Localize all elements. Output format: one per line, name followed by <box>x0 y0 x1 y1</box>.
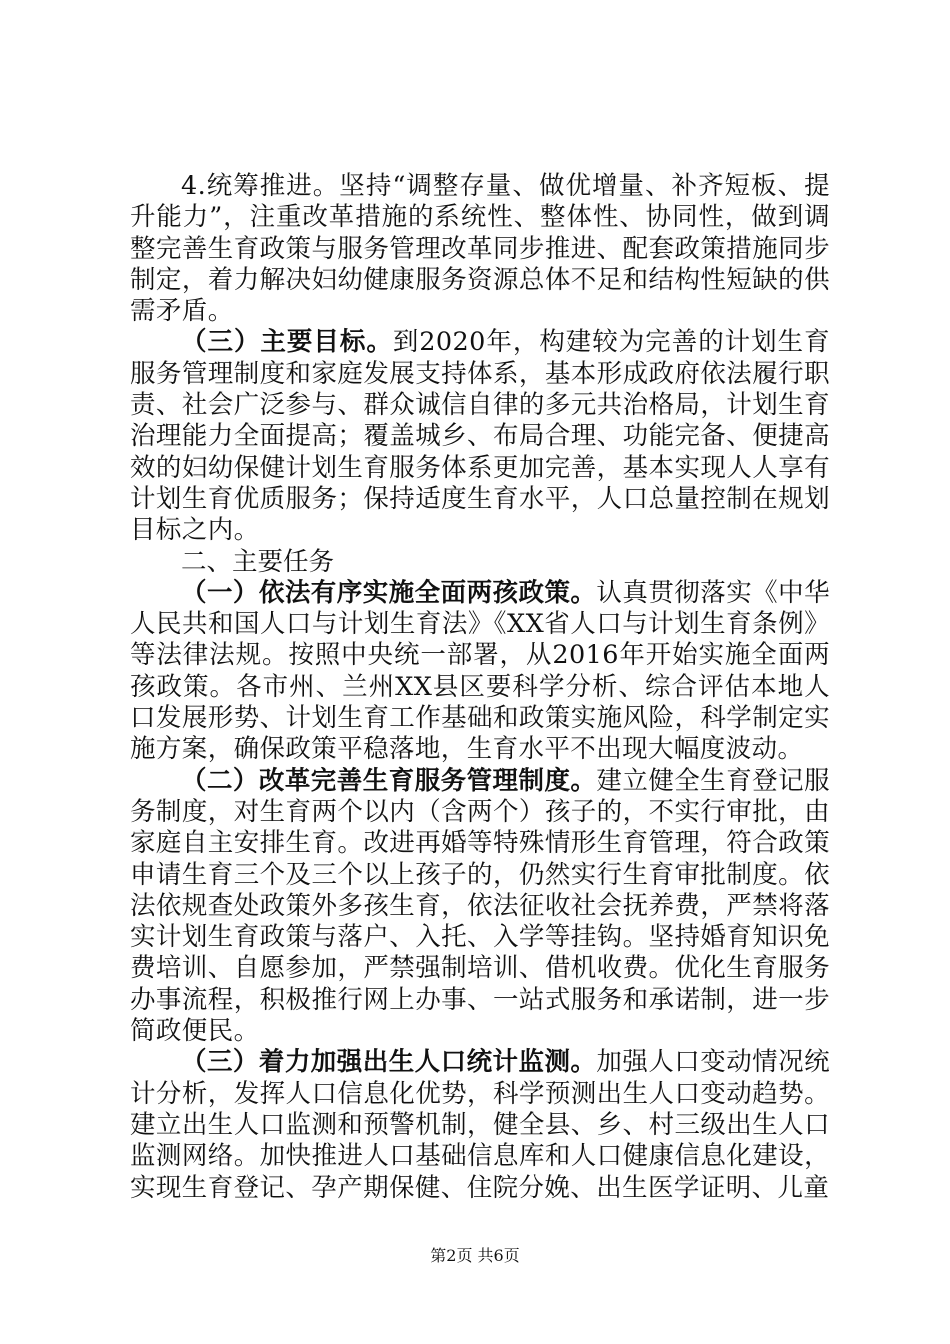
paragraph-text: 到2020年，构建较为完善的计划生育服务管理制度和家庭发展支持体系，基本形成政府依法履行职责、社会广泛参与、群众诚信自律的多元共治格局，计划生育治理能力全面提高；覆盖城乡、布局合理、功能完备、便捷高效的妇幼保健计划生育服务体系更加完善，基本实现人人享有计划生育优质服务；保持适度生育水平，人口总量控制在规划目标之内。 <box>130 327 830 546</box>
paragraph-coordinated-advance <box>130 171 830 327</box>
paragraph-birth-service-reform <box>130 766 830 1048</box>
paragraph-text: 加强人口变动情况统计分析，发挥人口信息化优势，科学预测出生人口变动趋势。建立出生人口监测和预警机制，健全县、乡、村三级出生人口监测网络。加快推进人口基础信息库和人口健康信息化建设，实现生育登记、孕产期保健、住院分娩、出生医学证明、儿童 <box>130 1047 830 1203</box>
paragraph-main-goals <box>130 327 830 546</box>
paragraph-two-child-policy <box>130 578 830 766</box>
paragraph-birth-statistics <box>130 1047 830 1203</box>
page-number-footer: 第2页 共6页 <box>430 1246 520 1265</box>
paragraph-lead: （一）依法有序实施全面两孩政策。 <box>181 577 597 608</box>
document-body <box>130 171 830 1204</box>
paragraph-text: 4.统筹推进。坚持“调整存量、做优增量、补齐短板、提升能力”，注重改革措施的系统性、整体性、协同性，做到调整完善生育政策与服务管理改革同步推进、配套政策措施同步制定，着力解决妇幼健康服务资源总体不足和结构性短缺的供需矛盾。 <box>130 171 830 327</box>
section-heading-main-tasks: 二、主要任务 <box>181 546 335 577</box>
paragraph-lead: （二）改革完善生育服务管理制度。 <box>181 765 597 796</box>
paragraph-lead: （三）着力加强出生人口统计监测。 <box>181 1047 597 1078</box>
paragraph-text: 认真贯彻落实《中华人民共和国人口与计划生育法》《XX省人口与计划生育条例》等法律法规。按照中央统一部署，从2016年开始实施全面两孩政策。各市州、兰州XX县区要科学分析、综合评估本地人口发展形势、计划生育工作基础和政策实施风险，科学制定实施方案，确保政策平稳落地，生育水平不出现大幅度波动。 <box>130 577 830 765</box>
paragraph-text: 建立健全生育登记服务制度，对生育两个以内（含两个）孩子的，不实行审批，由家庭自主安排生育。改进再婚等特殊情形生育管理，符合政策申请生育三个及三个以上孩子的，仍然实行生育审批制度。依法依规查处政策外多孩生育，依法征收社会抚养费，严禁将落实计划生育政策与落户、入托、入学等挂钩。坚持婚育知识免费培训、自愿参加，严禁强制培训、借机收费。优化生育服务办事流程，积极推行网上办事、一站式服务和承诺制，进一步简政便民。 <box>130 765 830 1047</box>
paragraph-lead: （三）主要目标。 <box>181 327 393 358</box>
